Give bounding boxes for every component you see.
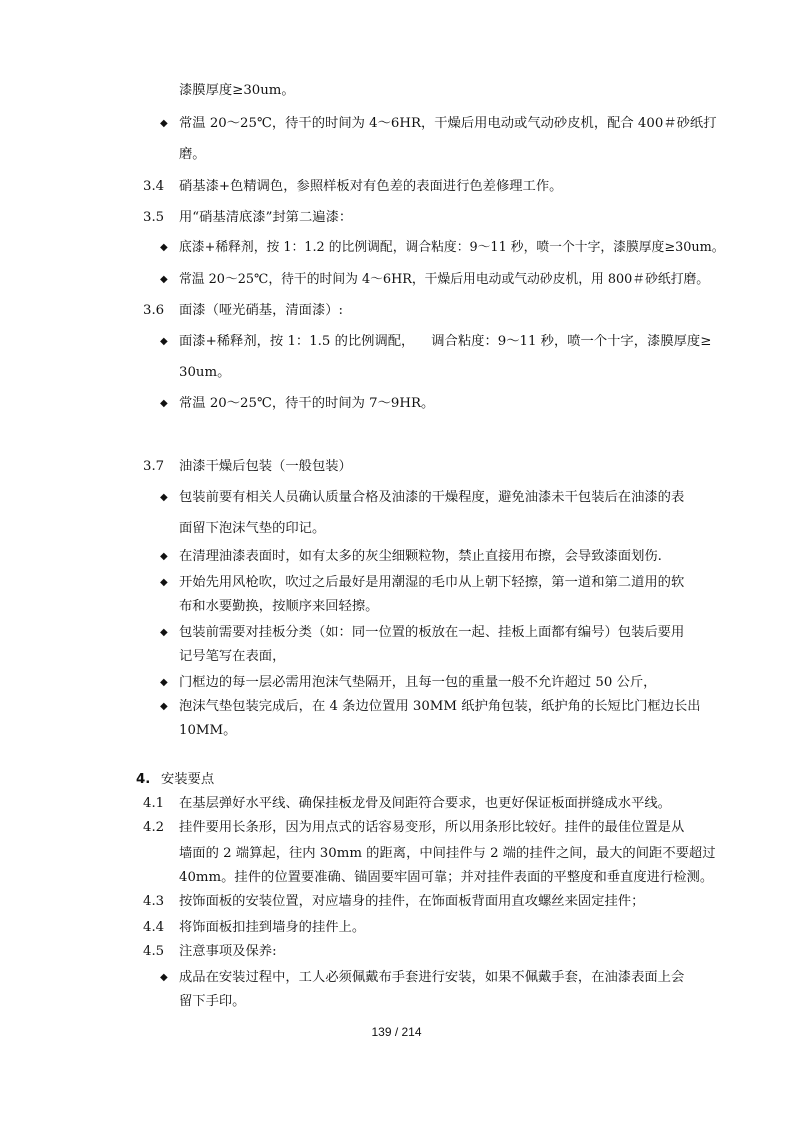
page-number: 139 / 214	[371, 1025, 422, 1039]
paragraph-line: 布和水要勤换，按顺序来回轻擦。	[179, 599, 379, 614]
section-number: 4.2	[143, 820, 165, 835]
section-text: 面漆（哑光硝基，清面漆）:	[179, 303, 344, 318]
bullet-diamond-icon: ◆	[160, 242, 168, 253]
section-number: 4.1	[143, 796, 165, 811]
section-text: 油漆干燥后包装（一般包装）	[179, 459, 352, 474]
section-text: 用“硝基清底漆”封第二遍漆：	[179, 210, 353, 225]
bullet-text: 泡沫气垫包装完成后，在 4 条边位置用 30MM 纸护角包装，纸护角的长短比门框边长出	[179, 699, 701, 714]
paragraph-line: 记号笔写在表面，	[179, 649, 286, 664]
bullet-diamond-icon: ◆	[160, 336, 168, 347]
section-number: 3.6	[143, 303, 165, 318]
section-number: 4.5	[143, 944, 165, 959]
paragraph-line: 面留下泡沫气垫的印记。	[179, 521, 326, 536]
bullet-diamond-icon: ◆	[160, 398, 168, 409]
bullet-text: 常温 20～25℃，待干的时间为 7～9HR。	[179, 396, 435, 411]
section-text: 按饰面板的安装位置，对应墙身的挂件，在饰面板背面用直攻螺丝来固定挂件；	[179, 894, 645, 909]
section-number: 4.3	[143, 894, 165, 909]
bullet-text: 在清理油漆表面时，如有太多的灰尘细颗粒物，禁止直接用布擦，会导致漆面划伤.	[179, 549, 662, 564]
paragraph-line: 磨。	[179, 147, 206, 162]
bullet-text: 门框边的每一层必需用泡沫气垫隔开，且每一包的重量一般不允许超过 50 公斤，	[179, 675, 657, 690]
section-text: 挂件要用长条形，因为用点式的话容易变形，所以用条形比较好。挂件的最佳位置是从	[179, 820, 685, 835]
bullet-diamond-icon: ◆	[160, 551, 168, 562]
bullet-text: 包装前要有相关人员确认质量合格及油漆的干燥程度，避免油漆未干包装后在油漆的表	[179, 490, 685, 505]
bullet-text: 常温 20～25℃，待干的时间为 4～6HR，干燥后用电动或气动砂皮机，用 800＃砂纸打磨。	[179, 272, 710, 287]
bullet-diamond-icon: ◆	[160, 577, 168, 588]
bullet-diamond-icon: ◆	[160, 972, 168, 983]
bullet-diamond-icon: ◆	[160, 627, 168, 638]
section-text: 硝基漆+色精调色，参照样板对有色差的表面进行色差修理工作。	[179, 179, 563, 194]
section-text: 注意事项及保养:	[179, 944, 277, 959]
section-number: 3.7	[143, 459, 165, 474]
paragraph-line: 墙面的 2 端算起，往内 30mm 的距离，中间挂件与 2 端的挂件之间，最大的间距不要超过	[179, 846, 716, 861]
section-number: 4.4	[143, 920, 165, 935]
section-number: 3.4	[143, 179, 165, 194]
bullet-text: 包装前需要对挂板分类（如：同一位置的板放在一起、挂板上面都有编号）包装后要用	[179, 625, 685, 640]
bullet-diamond-icon: ◆	[160, 492, 168, 503]
bullet-text: 面漆+稀释剂，按 1：1.5 的比例调配， 调合粘度：9～11 秒，喷一个十字，漆膜厚度≥	[179, 334, 712, 349]
paragraph-line: 40mm。挂件的位置要准确、锚固要牢固可靠；并对挂件表面的平整度和垂直度进行检测。	[179, 870, 714, 885]
bullet-diamond-icon: ◆	[160, 274, 168, 285]
bullet-text: 开始先用风枪吹，吹过之后最好是用潮湿的毛巾从上朝下轻擦，第一道和第二道用的软	[179, 575, 685, 590]
paragraph-line: 10MM。	[179, 723, 237, 738]
bullet-diamond-icon: ◆	[160, 701, 168, 712]
bullet-text: 成品在安装过程中，工人必须佩戴布手套进行安装，如果不佩戴手套，在油漆表面上会	[179, 970, 685, 985]
paragraph-line: 30um。	[179, 365, 231, 380]
section-number: 3.5	[143, 210, 165, 225]
bullet-diamond-icon: ◆	[160, 118, 168, 129]
paragraph-line: 留下手印。	[179, 994, 246, 1009]
section-number: 4.	[136, 772, 151, 787]
section-text: 在基层弹好水平线、确保挂板龙骨及间距符合要求，也更好保证板面拼缝成水平线。	[179, 796, 671, 811]
bullet-diamond-icon: ◆	[160, 677, 168, 688]
bullet-text: 常温 20～25℃，待干的时间为 4～6HR，干燥后用电动或气动砂皮机，配合 400＃砂纸打	[179, 116, 717, 131]
paragraph-line: 漆膜厚度≥30um。	[179, 83, 295, 98]
section-heading: 安装要点	[161, 772, 215, 787]
section-text: 将饰面板扣挂到墙身的挂件上。	[179, 920, 366, 935]
bullet-text: 底漆+稀释剂，按 1：1.2 的比例调配，调合粘度：9～11 秒，喷一个十字，漆膜厚度≥30um。	[179, 240, 725, 255]
